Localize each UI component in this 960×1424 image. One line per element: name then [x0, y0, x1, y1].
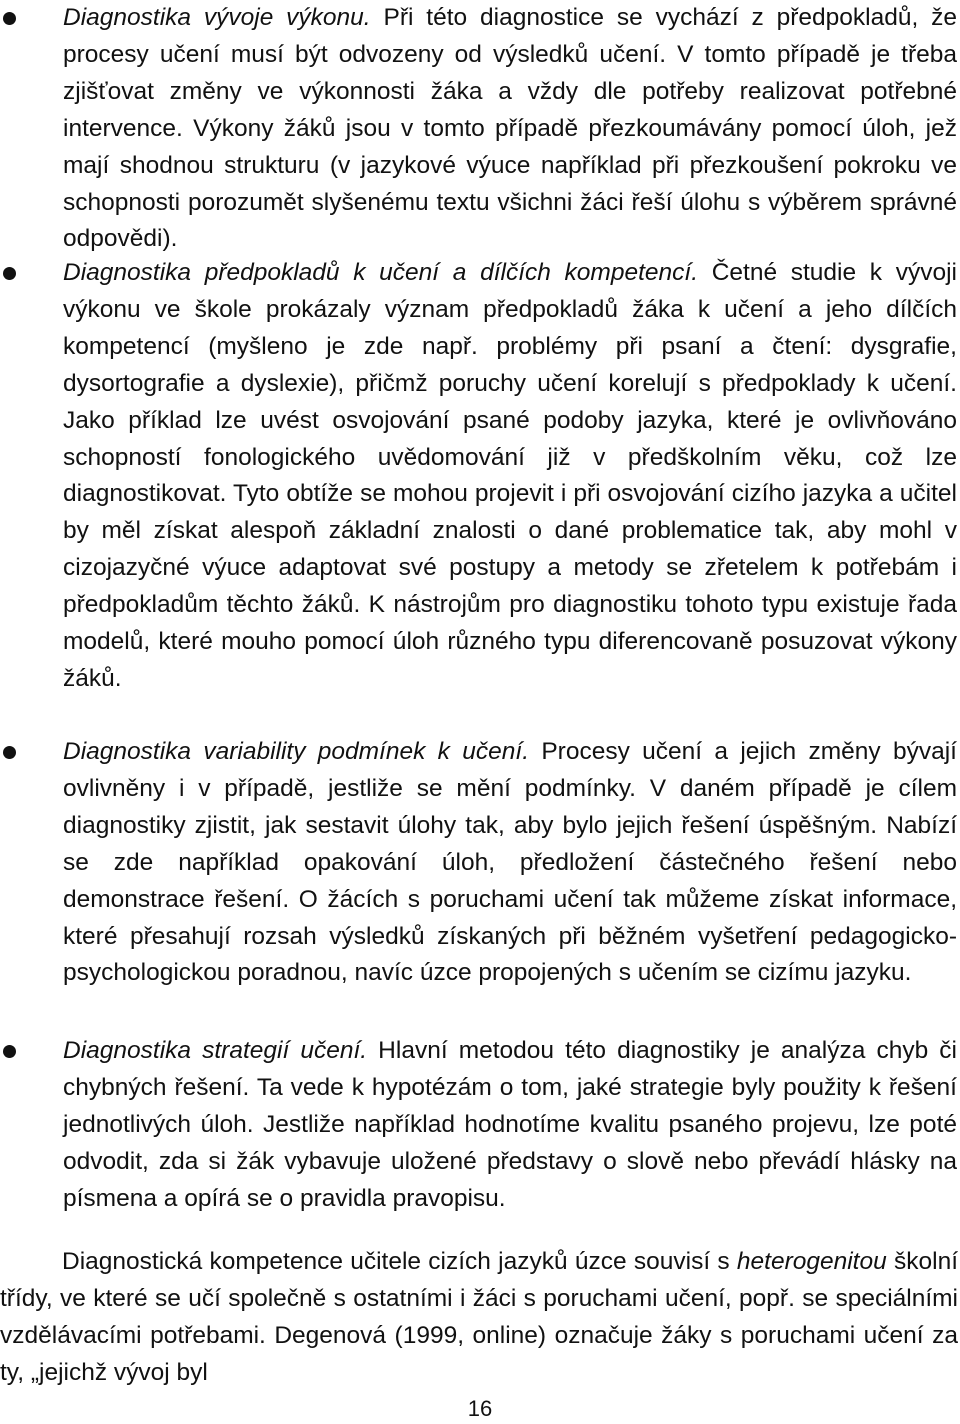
list-item-text — [63, 0, 957, 258]
list-item-title: Diagnostika vývoje výkonu. — [63, 4, 371, 31]
paragraph-text-after: školní třídy, ve které se učí společně s ostatními i žáci s poruchami učení, popř. se speciálními vzdělávacími potřebami. Degenová (1999, online) označuje žáky s poruchami učení za ty, „jejichž vývoj byl — [0, 1248, 959, 1386]
list-item-text — [63, 734, 957, 992]
paragraph-emphasis: heterogenitou — [736, 1248, 887, 1275]
paragraph-text-before: Diagnostická kompetence učitele cizích jazyků úzce souvisí s — [62, 1248, 737, 1275]
list-item-body: Procesy učení a jejich změny bývají ovlivněny i v případě, jestliže se mění podmínky. V daném případě je cílem diagnostiky zjistit, jak sestavit úlohy tak, aby bylo jejich řešení úspěšným. Nabízí se zde například opakování úloh, předložení částečného řešení nebo demonstrace řešení. O žácích s poruchami učení tak můžeme získat informace, které přesahují rozsah výsledků získaných při běžném vyšetření pedagogicko-psychologickou poradnou, navíc úzce propojených s učením se cizímu jazyku. — [63, 738, 957, 987]
list-item-text — [63, 1033, 957, 1218]
body-paragraph — [0, 1244, 958, 1392]
bullet-icon — [3, 746, 16, 759]
list-item-title: Diagnostika strategií učení. — [63, 1037, 368, 1064]
bullet-icon — [3, 12, 16, 25]
list-item-title: Diagnostika variability podmínek k učení. — [63, 738, 529, 765]
list-item-text — [63, 255, 957, 698]
list-item-title: Diagnostika předpokladů k učení a dílčích kompetencí. — [63, 259, 699, 286]
page-number: 16 — [467, 1396, 493, 1421]
list-item-body: Hlavní metodou této diagnostiky je analýza chyb či chybných řešení. Ta vede k hypotézám o tom, jaké strategie byly použity k řešení jednotlivých úloh. Jestliže například hodnotíme kvalitu psaného projevu, lze poté odvodit, zda si žák vybavuje uložené představy o slově nebo převádí hlásky na písmena a opírá se o pravidla pravopisu. — [63, 1037, 957, 1212]
bullet-icon — [3, 267, 16, 280]
list-item-body: Četné studie k vývoji výkonu ve škole prokázaly význam předpokladů žáka k učení a jeho dílčích kompetencí (myšleno je zde např. problémy při psaní a čtení: dysgrafie, dysortografie a dyslexie), přičmž poruchy učení korelují s předpoklady k učení. Jako příklad lze uvést osvojování psané podoby jazyka, které je ovlivňováno schopností fonologického uvědomování již v předškolním věku, což lze diagnostikovat. Tyto obtíže se mohou projevit i při osvojování cizího jazyka a učitel by měl získat alespoň základní znalosti o dané problematice tak, aby mohl v cizojazyčné výuce adaptovat své postupy a metody se zřetelem k potřebám i předpokladům těchto žáků. K nástrojům pro diagnostiku tohoto typu existuje řada modelů, které mouho pomocí úloh různého typu diferencovaně posuzovat výkony žáků. — [63, 259, 957, 692]
list-item-body: Při této diagnostice se vychází z předpokladů, že procesy učení musí být odvozeny od výsledků učení. V tomto případě je třeba zjišťovat změny ve výkonnosti žáka a vždy dle potřeby realizovat potřebné intervence. Výkony žáků jsou v tomto případě přezkoumávány pomocí úloh, jež mají shodnou strukturu (v jazykové výuce například při přezkoušení pokroku ve schopnosti porozumět slyšenému textu všichni žáci řeší úlohu s výběrem správné odpovědi). — [63, 4, 957, 253]
bullet-icon — [3, 1045, 16, 1058]
